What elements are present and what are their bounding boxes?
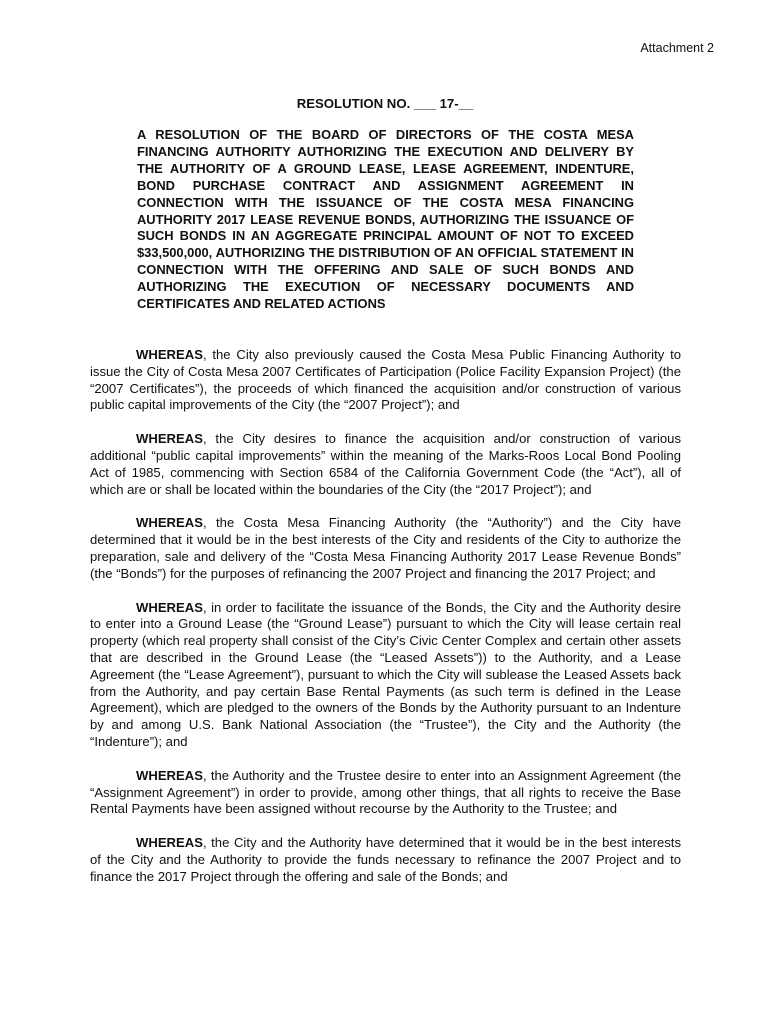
whereas-text: , the Authority and the Trustee desire to enter into an Assignment Agreement (the “Assignment Agreement”) in order to provide, among other things, that all rights to receive the Base Rental Payments have been assigned without recourse by the Authority to the Trustee; and <box>90 767 681 817</box>
whereas-text: , the City desires to finance the acquisition and/or construction of various additional “public capital improvements” within the meaning of the Marks-Roos Local Bond Pooling Act of 1985, commencing with Section 6584 of the California Government Code (the “Act”), all of which are or shall be located within the boundaries of the City (the “2017 Project”); and <box>90 431 681 497</box>
whereas-lead: WHEREAS <box>136 515 203 531</box>
resolution-number: RESOLUTION NO. ___ 17-__ <box>296 96 474 111</box>
whereas-paragraph-2 <box>90 431 681 498</box>
whereas-paragraph-1 <box>90 347 681 414</box>
whereas-lead: WHEREAS <box>136 767 203 783</box>
whereas-lead: WHEREAS <box>136 431 203 447</box>
whereas-paragraph-3 <box>90 515 681 582</box>
whereas-text: , in order to facilitate the issuance of the Bonds, the City and the Authority desire to enter into a Ground Lease (the “Ground Lease”) pursuant to which the City will lease certain real property (which real property shall consist of the City’s Civic Center Complex and certain other assets that are described in the Ground Lease (the “Leased Assets”)) to the Authority, and a Lease Agreement (the “Lease Agreement”), pursuant to which the City will sublease the Leased Assets back from the Authority, and pay certain Base Rental Payments (as such term is defined in the Lease Agreement), which are pledged to the owners of the Bonds by the Authority pursuant to an Indenture by and among U.S. Bank National Association (the “Trustee”), the City and the Authority (the “Indenture”); and <box>90 599 681 749</box>
attachment-label: Attachment 2 <box>640 41 714 55</box>
whereas-paragraph-5 <box>90 768 681 818</box>
whereas-paragraph-4 <box>90 600 681 751</box>
resolution-title: A RESOLUTION OF THE BOARD OF DIRECTORS OF THE COSTA MESA FINANCING AUTHORITY AUTHORIZING THE EXECUTION AND DELIVERY BY THE AUTHORITY OF A GROUND LEASE, LEASE AGREEMENT, INDENTURE, BOND PURCHASE CONTRACT AND ASSIGNMENT AGREEMENT IN CONNECTION WITH THE ISSUANCE OF THE COSTA MESA FINANCING AUTHORITY 2017 LEASE REVENUE BONDS, AUTHORIZING THE ISSUANCE OF SUCH BONDS IN AN AGGREGATE PRINCIPAL AMOUNT OF NOT TO EXCEED $33,500,000, AUTHORIZING THE DISTRIBUTION OF AN OFFICIAL STATEMENT IN CONNECTION WITH THE OFFERING AND SALE OF SUCH BONDS AND AUTHORIZING THE EXECUTION OF NECESSARY DOCUMENTS AND CERTIFICATES AND RELATED ACTIONS <box>137 127 634 312</box>
whereas-lead: WHEREAS <box>136 599 203 615</box>
whereas-text: , the Costa Mesa Financing Authority (the “Authority”) and the City have determined that it would be in the best interests of the City and residents of the City to authorize the preparation, sale and delivery of the “Costa Mesa Financing Authority 2017 Lease Revenue Bonds” (the “Bonds”) for the purposes of refinancing the 2007 Project and financing the 2017 Project; and <box>90 515 681 581</box>
whereas-lead: WHEREAS <box>136 347 203 362</box>
whereas-text: , the City also previously caused the Costa Mesa Public Financing Authority to issue the City of Costa Mesa 2007 Certificates of Participation (Police Facility Expansion Project) (the “2007 Certificates”), the proceeds of which financed the acquisition and/or construction of various public capital improvements of the City (the “2007 Project”); and <box>90 347 681 413</box>
whereas-lead: WHEREAS <box>136 835 203 851</box>
document-body <box>90 347 681 903</box>
whereas-text: , the City and the Authority have determined that it would be in the best interests of the City and the Authority to provide the funds necessary to refinance the 2007 Project and to finance the 2017 Project through the offering and sale of the Bonds; and <box>90 835 681 884</box>
whereas-paragraph-6 <box>90 835 681 885</box>
